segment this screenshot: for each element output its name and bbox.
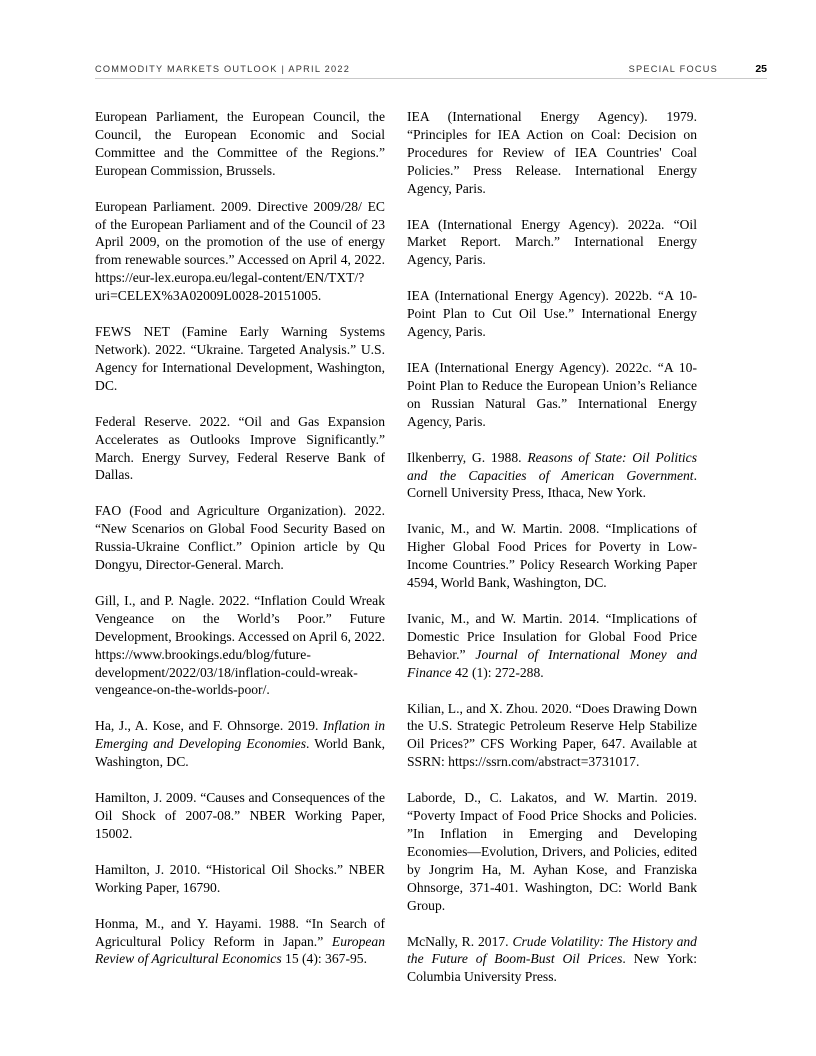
reference-entry: Federal Reserve. 2022. “Oil and Gas Expansion Accelerates as Outlooks Improve Significantly.” March. Energy Survey, Federal Reserve Bank of Dallas. [95,413,385,483]
reference-entry: FEWS NET (Famine Early Warning Systems Network). 2022. “Ukraine. Targeted Analysis.” U.S. Agency for International Development, Washington, DC. [95,324,385,393]
report-title: COMMODITY MARKETS OUTLOOK | APRIL 2022 [95,64,351,74]
reference-entry: Laborde, D., C. Lakatos, and W. Martin. 2019. “Poverty Impact of Food Price Shocks and Policies. ”In Inflation in Emerging and Developing Economies—Evolution, Drivers, and Policies, edited by Jongrim Ha, M. Ayhan Kose, and Franziska Ohnsorge, 371-401. Washington, DC: World Bank Group. [407,790,697,913]
reference-entry: Gill, I., and P. Nagle. 2022. “Inflation Could Wreak Vengeance on the World’s Poor.” Future Development, Brookings. Accessed on April 6, 2022. https://www.brookings.edu/blog/future-development/2022/03/18/inflation-could-wreak-vengeance-on-the-worlds-poor/. [95,592,385,698]
references-left-column [95,108,385,986]
reference-entry: Hamilton, J. 2009. “Causes and Consequences of the Oil Shock of 2007-08.” NBER Working Paper, 15002. [95,790,385,841]
reference-entry: Ivanic, M., and W. Martin. 2014. “Implications of Domestic Price Insulation for Global Food Price Behavior.” Journal of International Money and Finance 42 (1): 272-288. [407,610,697,680]
reference-entry: Hamilton, J. 2010. “Historical Oil Shocks.” NBER Working Paper, 16790. [95,861,385,895]
page-number: 25 [755,63,767,75]
reference-entry: McNally, R. 2017. Crude Volatility: The History and the Future of Boom-Bust Oil Prices. New York: Columbia University Press. [407,933,697,985]
references-right-column [407,108,697,1004]
reference-entry: Ivanic, M., and W. Martin. 2008. “Implications of Higher Global Food Prices for Poverty in Low-Income Countries.” Policy Research Working Paper 4594, World Bank, Washington, DC. [407,521,697,591]
reference-entry: IEA (International Energy Agency). 2022b. “A 10-Point Plan to Cut Oil Use.” International Energy Agency, Paris. [407,288,697,340]
reference-entry: IEA (International Energy Agency). 1979. “Principles for IEA Action on Coal: Decision on Procedures for Review of IEA Countries' Coal Policies.” Press Release. International Energy Agency, Paris. [407,109,697,196]
section-label: SPECIAL FOCUS [628,64,718,74]
reference-entry: IEA (International Energy Agency). 2022a. “Oil Market Report. March.” International Energy Agency, Paris. [407,216,697,268]
reference-entry: Honma, M., and Y. Hayami. 1988. “In Search of Agricultural Policy Reform in Japan.” European Review of Agricultural Economics 15 (4): 367-95. [95,915,385,967]
reference-entry: European Parliament, the European Council, the Council, the European Economic and Social Committee and the Committee of the Regions.” European Commission, Brussels. [95,109,385,178]
reference-entry: Ha, J., A. Kose, and F. Ohnsorge. 2019. Inflation in Emerging and Developing Economies. World Bank, Washington, DC. [95,718,385,770]
reference-entry: Kilian, L., and X. Zhou. 2020. “Does Drawing Down the U.S. Strategic Petroleum Reserve Help Stabilize Oil Prices?” CFS Working Paper, 647. Available at SSRN: https://ssrn.com/abstract=3731017. [407,700,697,770]
reference-entry: FAO (Food and Agriculture Organization). 2022. “New Scenarios on Global Food Security Based on Russia-Ukraine Conflict.” Opinion article by Qu Dongyu, Director-General. March. [95,503,385,573]
reference-entry: European Parliament. 2009. Directive 2009/28/ EC of the European Parliament and of the Council of 23 April 2009, on the promotion of the use of energy from renewable sources.” Accessed on April 4, 2022. https://eur-lex.europa.eu/legal-content/EN/TXT/?uri=CELEX%3A02009L0028-20151005. [95,198,385,304]
page-header [95,63,767,79]
reference-entry: Ilkenberry, G. 1988. Reasons of State: Oil Politics and the Capacities of American Government. Cornell University Press, Ithaca, New York. [407,449,698,501]
reference-entry: IEA (International Energy Agency). 2022c. “A 10-Point Plan to Reduce the European Union’s Reliance on Russian Natural Gas.” International Energy Agency, Paris. [407,359,697,429]
